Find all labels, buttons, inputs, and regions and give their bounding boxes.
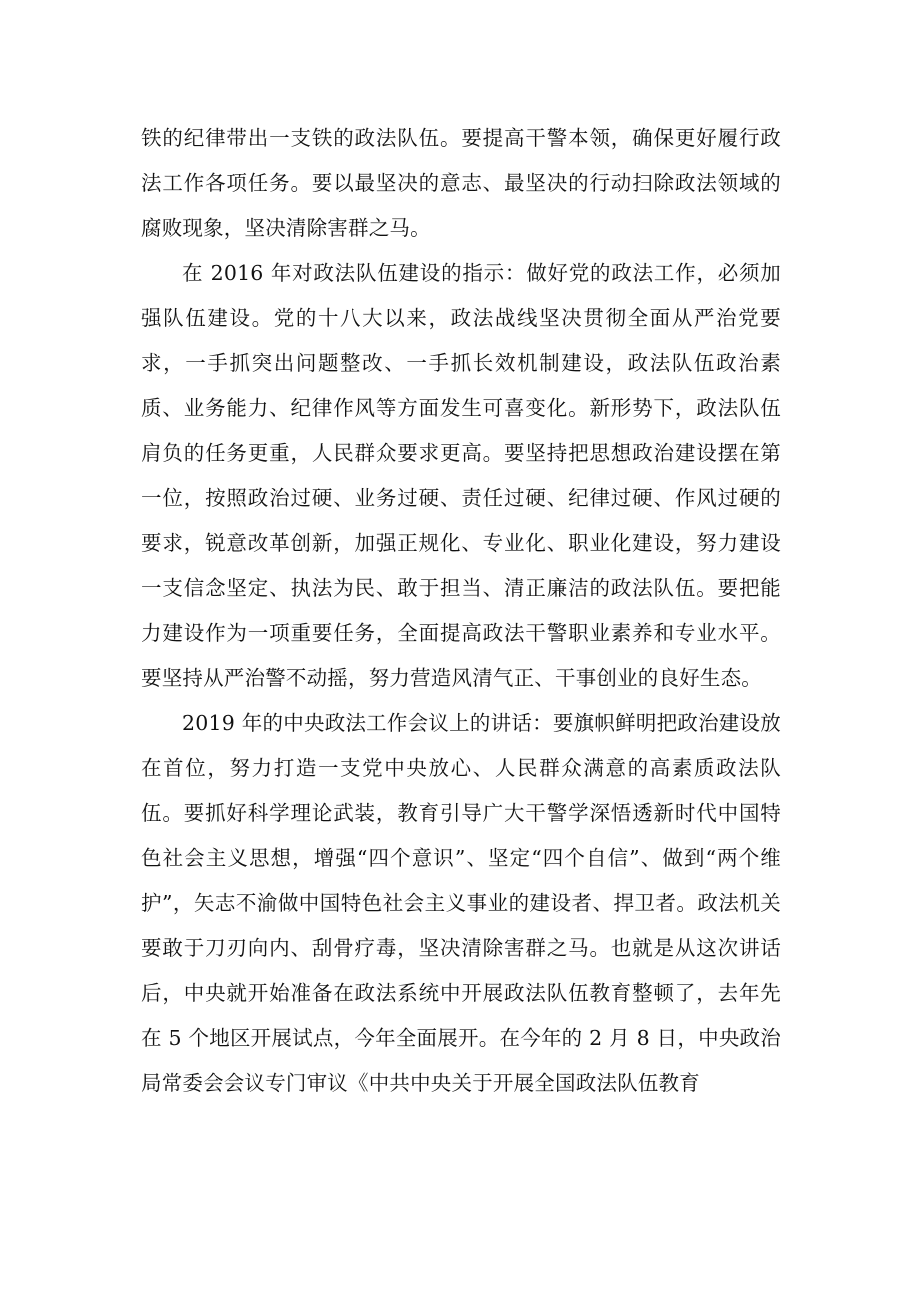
document-body — [141, 116, 781, 1106]
paragraph-2019-speech: 2019 年的中央政法工作会议上的讲话：要旗帜鲜明把政治建设放在首位，努力打造一支党中央放心、人民群众满意的高素质政法队伍。要抓好科学理论武装，教育引导广大干警学深悟透新时代中国特色社会主义思想，增强“四个意识”、坚定“四个自信”、做到“两个维护”，矢志不渝做中国特色社会主义事业的建设者、捍卫者。政法机关要敢于刀刃向内、刮骨疗毒，坚决清除害群之马。也就是从这次讲话后，中央就开始准备在政法系统中开展政法队伍教育整顿了，去年先在 5 个地区开展试点，今年全面展开。在今年的 2 月 8 日，中央政治局常委会会议专门审议《中共中央关于开展全国政法队伍教育 — [141, 711, 781, 1095]
paragraph-discipline: 铁的纪律带出一支铁的政法队伍。要提高干警本领，确保更好履行政法工作各项任务。要以最坚决的意志、最坚决的行动扫除政法领域的腐败现象，坚决清除害群之马。 — [141, 126, 781, 240]
paragraph-2016-instruction: 在 2016 年对政法队伍建设的指示：做好党的政法工作，必须加强队伍建设。党的十八大以来，政法战线坚决贯彻全面从严治党要求，一手抓突出问题整改、一手抓长效机制建设，政法队伍政治素质、业务能力、纪律作风等方面发生可喜变化。新形势下，政法队伍肩负的任务更重，人民群众要求更高。要坚持把思想政治建设摆在第一位，按照政治过硬、业务过硬、责任过硬、纪律过硬、作风过硬的要求，锐意改革创新，加强正规化、专业化、职业化建设，努力建设一支信念坚定、执法为民、敢于担当、清正廉洁的政法队伍。要把能力建设作为一项重要任务，全面提高政法干警职业素养和专业水平。要坚持从严治警不动摇，努力营造风清气正、干事创业的良好生态。 — [141, 261, 781, 690]
